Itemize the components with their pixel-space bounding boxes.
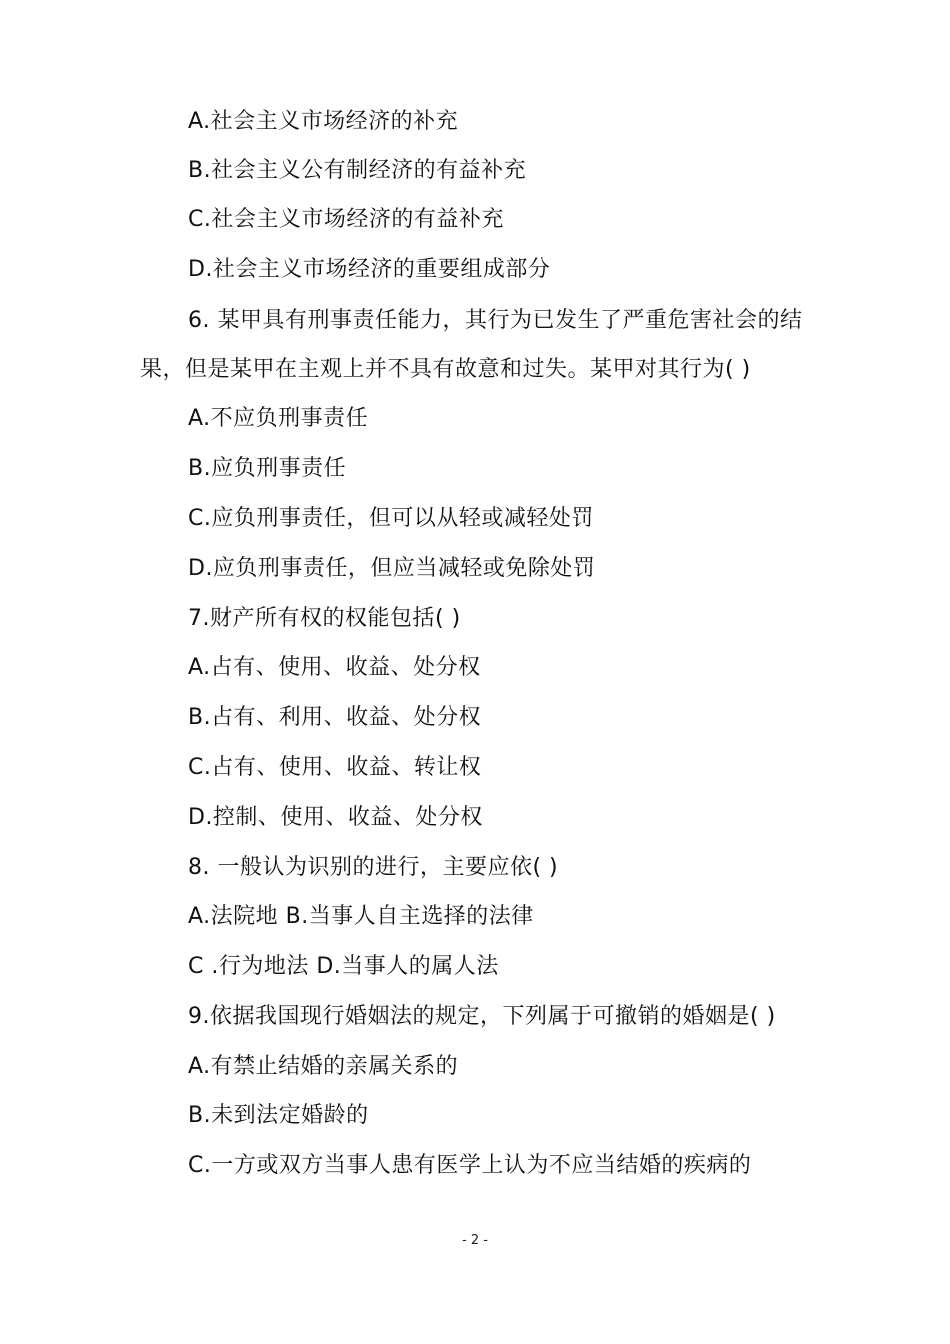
option-8ab: A.法院地 B.当事人自主选择的法律 bbox=[188, 904, 534, 929]
option-7c: C.占有、使用、收益、转让权 bbox=[188, 755, 482, 780]
option-9c: C.一方或双方当事人患有医学上认为不应当结婚的疾病的 bbox=[188, 1153, 752, 1178]
option-5a: A.社会主义市场经济的补充 bbox=[188, 109, 459, 134]
option-6c: C.应负刑事责任，但可以从轻或减轻处罚 bbox=[188, 506, 594, 531]
question-7: 7.财产所有权的权能包括( ) bbox=[188, 606, 461, 631]
question-6-line-1: 6. 某甲具有刑事责任能力，其行为已发生了严重危害社会的结 bbox=[188, 308, 803, 333]
option-8cd: C .行为地法 D.当事人的属人法 bbox=[188, 954, 499, 979]
option-5c: C.社会主义市场经济的有益补充 bbox=[188, 207, 504, 232]
question-9: 9.依据我国现行婚姻法的规定，下列属于可撤销的婚姻是( ) bbox=[188, 1004, 776, 1029]
option-6a: A.不应负刑事责任 bbox=[188, 406, 369, 431]
option-5d: D.社会主义市场经济的重要组成部分 bbox=[188, 257, 551, 282]
option-9a: A.有禁止结婚的亲属关系的 bbox=[188, 1054, 459, 1079]
option-6d: D.应负刑事责任，但应当减轻或免除处罚 bbox=[188, 556, 596, 581]
question-8: 8. 一般认为识别的进行，主要应依( ) bbox=[188, 855, 559, 880]
option-5b: B.社会主义公有制经济的有益补充 bbox=[188, 158, 527, 183]
option-9b: B.未到法定婚龄的 bbox=[188, 1103, 369, 1128]
option-7a: A.占有、使用、收益、处分权 bbox=[188, 655, 481, 680]
question-6-line-2: 果，但是某甲在主观上并不具有故意和过失。某甲对其行为( ) bbox=[140, 357, 751, 382]
option-7d: D.控制、使用、收益、处分权 bbox=[188, 805, 483, 830]
option-6b: B.应负刑事责任 bbox=[188, 456, 347, 481]
page-number: - 2 - bbox=[462, 1233, 488, 1248]
option-7b: B.占有、利用、收益、处分权 bbox=[188, 705, 482, 730]
